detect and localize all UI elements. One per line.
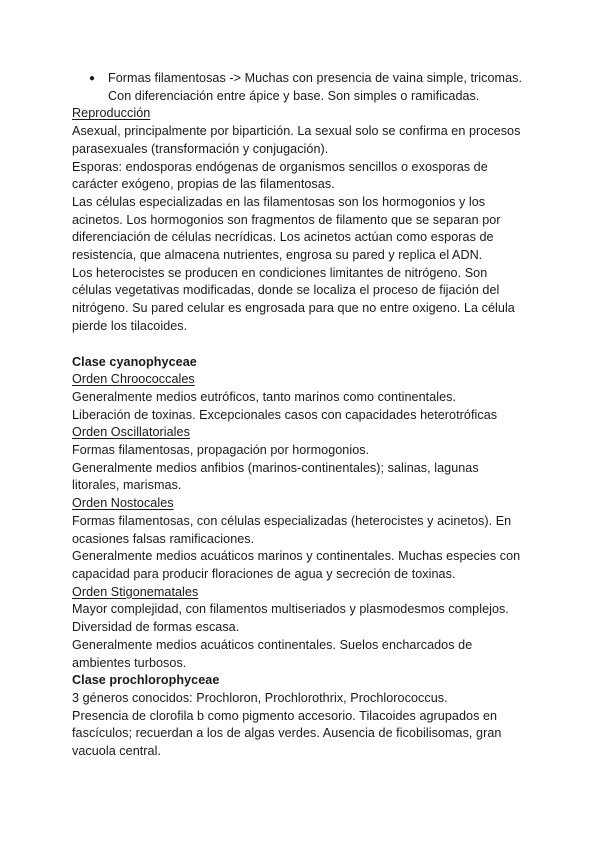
bullet-dot-icon: ● [89,73,96,84]
order-heading-chroococcales: Orden Chroococcales [72,372,195,387]
order-heading-oscillatoriales: Orden Oscillatoriales [72,425,190,440]
prochlorophyceae-paragraph: 3 géneros conocidos: Prochloron, Prochlorothrix, Prochlorococcus. [72,690,448,705]
bullet-item [89,70,528,105]
cyanophyceae-heading: Clase cyanophyceae [72,354,197,369]
reproduccion-heading: Reproducción [72,106,151,121]
order-heading-stigonematales: Orden Stigonematales [72,584,199,599]
reproduccion-paragraph: Asexual, principalmente por bipartición. La sexual solo se confirma en procesos parasexuales (transformación y conjugación). [72,124,521,156]
order-line: Generalmente medios acuáticos continentales. Suelos encharcados de ambientes turbosos. [72,637,473,670]
order-line: Generalmente medios eutróficos, tanto marinos como continentales. [72,389,457,404]
bullet-text: Formas filamentosas -> Muchas con presencia de vaina simple, tricomas. Con diferenciación entre ápice y base. Son simples o ramificadas. [108,71,523,103]
reproduccion-paragraph: Las células especializadas en las filamentosas son los hormogonios y los acinetos. Los hormogonios son fragmentos de filamento que se separan por diferenciación de células necrídicas. Los acinetos actúan como esporas de resistencia, que almacena nutrientes, engrosa su pared y replica el ADN. [72,194,501,263]
order-line: Mayor complejidad, con filamentos multiseriados y plasmodesmos complejos. Diversidad de formas escasa. [72,602,509,635]
order-line: Generalmente medios acuáticos marinos y continentales. Muchas especies con capacidad para producir floraciones de agua y secreción de toxinas. [72,549,521,581]
order-heading-nostocales: Orden Nostocales [72,496,174,511]
prochlorophyceae-heading: Clase prochlorophyceae [72,673,220,688]
section-spacer [72,336,528,354]
order-line: Formas filamentosas, con células especializadas (heterocistes y acinetos). En ocasiones falsas ramificaciones. [72,513,512,546]
order-line: Liberación de toxinas. Excepcionales casos con capacidades heterotróficas [72,407,498,422]
reproduccion-paragraph: Esporas: endosporas endógenas de organismos sencillos o exosporas de carácter exógeno, propias de las filamentosas. [72,159,488,192]
reproduccion-paragraph: Los heterocistes se producen en condiciones limitantes de nitrógeno. Son células vegetativas modificadas, donde se localiza el proceso de fijación del nitrógeno. Su pared celular es engrosada para que no entre oxigeno. La célula pierde los tilacoides. [72,265,515,333]
document-body [72,70,528,761]
prochlorophyceae-paragraph: Presencia de clorofila b como pigmento accesorio. Tilacoides agrupados en fascículos; recuerdan a los de algas verdes. Ausencia de ficobilisomas, gran vacuola central. [72,708,502,759]
order-line: Formas filamentosas, propagación por hormogonios. [72,443,370,458]
order-line: Generalmente medios anfibios (marinos-continentales); salinas, lagunas litorales, marismas. [72,460,479,493]
